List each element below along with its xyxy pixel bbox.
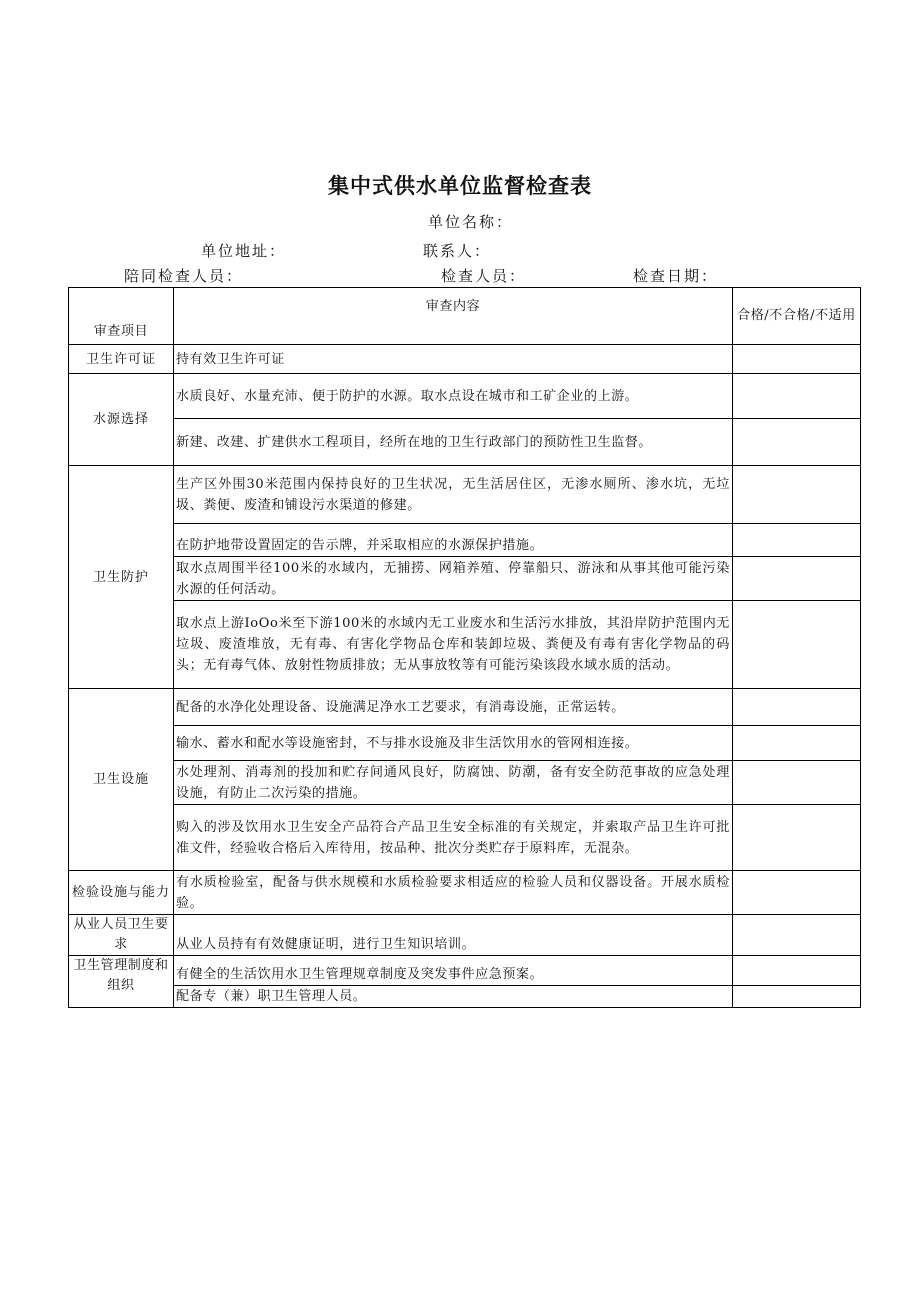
result-cell[interactable] <box>733 956 861 986</box>
table-row <box>69 761 861 805</box>
check-content: 取水点周围半径100米的水域内，无捕捞、网箱养殖、停靠船只、游泳和从事其他可能污染水源的任何活动。 <box>174 557 733 601</box>
section-item: 卫生许可证 <box>69 345 174 374</box>
table-row <box>69 986 861 1008</box>
result-cell[interactable] <box>733 986 861 1008</box>
result-cell[interactable] <box>733 915 861 956</box>
table-row <box>69 466 861 524</box>
unit-name-label: 单位名称： <box>428 213 514 231</box>
result-cell[interactable] <box>733 466 861 524</box>
table-row <box>69 419 861 466</box>
header-item: 审查项目 <box>69 288 174 345</box>
result-cell[interactable] <box>733 689 861 726</box>
result-cell[interactable] <box>733 805 861 871</box>
check-content: 购入的涉及饮用水卫生安全产品符合产品卫生安全标准的有关规定，并索取产品卫生许可批准文件，经验收合格后入库待用，按品种、批次分类贮存于原料库，无混杂。 <box>174 805 733 871</box>
section-item: 从业人员卫生要求 <box>69 915 174 956</box>
accompany-inspector-label: 陪同检查人员： <box>124 267 244 285</box>
check-content: 持有效卫生许可证 <box>174 345 733 374</box>
result-cell[interactable] <box>733 557 861 601</box>
check-content: 水处理剂、消毒剂的投加和贮存间通风良好，防腐蚀、防潮，备有安全防范事故的应急处理设施，有防止二次污染的措施。 <box>174 761 733 805</box>
header-content: 审查内容 <box>174 288 733 345</box>
check-content: 配备的水净化处理设备、设施满足净水工艺要求，有消毒设施，正常运转。 <box>174 689 733 726</box>
table-row <box>69 601 861 689</box>
section-item: 水源选择 <box>69 374 174 466</box>
result-cell[interactable] <box>733 601 861 689</box>
table-row <box>69 374 861 419</box>
result-cell[interactable] <box>733 345 861 374</box>
table-row <box>69 524 861 557</box>
section-item: 卫生防护 <box>69 466 174 689</box>
table-row <box>69 726 861 761</box>
check-content: 配备专（兼）职卫生管理人员。 <box>174 986 733 1008</box>
result-cell[interactable] <box>733 524 861 557</box>
contact-label: 联系人： <box>423 242 492 260</box>
inspection-table <box>68 287 861 1008</box>
section-item: 卫生设施 <box>69 689 174 871</box>
table-row <box>69 345 861 374</box>
check-content: 水质良好、水量充沛、便于防护的水源。取水点设在城市和工矿企业的上游。 <box>174 374 733 419</box>
section-item: 检验设施与能力 <box>69 871 174 915</box>
table-row <box>69 805 861 871</box>
check-content: 输水、蓄水和配水等设施密封，不与排水设施及非生活饮用水的管网相连接。 <box>174 726 733 761</box>
check-content: 生产区外围30米范围内保持良好的卫生状况，无生活居住区，无渗水厕所、渗水坑，无垃圾、粪便、废渣和铺设污水渠道的修建。 <box>174 466 733 524</box>
section-item: 卫生管理制度和组织 <box>69 956 174 1008</box>
table-row <box>69 689 861 726</box>
result-cell[interactable] <box>733 761 861 805</box>
result-cell[interactable] <box>733 374 861 419</box>
table-row <box>69 915 861 956</box>
page-title: 集中式供水单位监督检查表 <box>328 174 592 198</box>
inspector-label: 检查人员： <box>441 267 527 285</box>
check-content: 从业人员持有有效健康证明，进行卫生知识培训。 <box>174 915 733 956</box>
result-cell[interactable] <box>733 871 861 915</box>
unit-address-label: 单位地址： <box>201 242 287 260</box>
inspection-date-label: 检查日期： <box>633 267 719 285</box>
table-row <box>69 557 861 601</box>
table-row <box>69 956 861 986</box>
check-content: 取水点上游IoOo米至下游100米的水域内无工业废水和生活污水排放，其沿岸防护范围内无垃圾、废渣堆放，无有毒、有害化学物品仓库和装卸垃圾、粪便及有毒有害化学物品的码头；无有毒气体、放射性物质排放；无从事放牧等有可能污染该段水域水质的活动。 <box>174 601 733 689</box>
table-header-row <box>69 288 861 345</box>
header-result: 合格/不合格/不适用 <box>733 288 861 345</box>
table-row <box>69 871 861 915</box>
result-cell[interactable] <box>733 419 861 466</box>
check-content: 新建、改建、扩建供水工程项目，经所在地的卫生行政部门的预防性卫生监督。 <box>174 419 733 466</box>
check-content: 在防护地带设置固定的告示牌，并采取相应的水源保护措施。 <box>174 524 733 557</box>
check-content: 有水质检验室，配备与供水规模和水质检验要求相适应的检验人员和仪器设备。开展水质检验。 <box>174 871 733 915</box>
check-content: 有健全的生活饮用水卫生管理规章制度及突发事件应急预案。 <box>174 956 733 986</box>
result-cell[interactable] <box>733 726 861 761</box>
